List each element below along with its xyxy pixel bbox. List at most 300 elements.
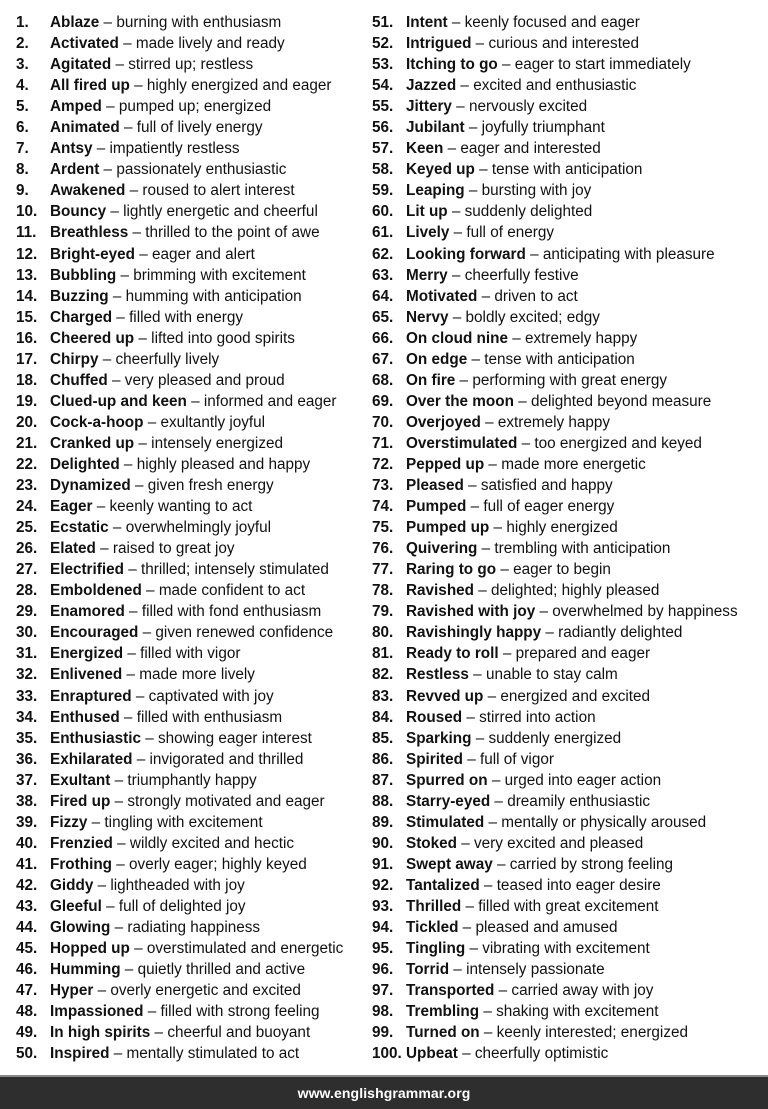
item-definition: stirred up; restless	[128, 56, 254, 74]
item-number: 68.	[372, 371, 394, 389]
list-item	[16, 349, 366, 370]
list-item	[372, 917, 764, 938]
item-definition: very pleased and proud	[124, 371, 285, 389]
item-number: 59.	[372, 182, 394, 200]
item-definition: tense with anticipation	[484, 350, 635, 368]
item-separator: –	[479, 876, 497, 894]
item-number: 30.	[16, 624, 38, 642]
item-definition: lightheaded with joy	[110, 876, 245, 894]
list-item	[16, 938, 366, 959]
item-number: 63.	[372, 266, 394, 284]
item-body	[406, 664, 618, 685]
list-item	[372, 33, 764, 54]
item-separator: –	[92, 140, 110, 158]
item-separator: –	[443, 140, 461, 158]
item-body	[406, 201, 592, 222]
list-item	[16, 475, 366, 496]
item-separator: –	[112, 308, 130, 326]
list-item	[16, 433, 366, 454]
item-definition: teased into eager desire	[496, 876, 661, 894]
item-number: 45.	[16, 940, 38, 958]
item-definition: filled with vigor	[140, 645, 241, 663]
item-number: 94.	[372, 919, 394, 937]
list-item	[16, 833, 366, 854]
item-separator: –	[474, 161, 492, 179]
list-item	[372, 159, 764, 180]
list-item	[16, 138, 366, 159]
item-definition: curious and interested	[488, 35, 639, 53]
item-term: Spurred on	[406, 771, 488, 789]
item-number: 86.	[372, 750, 394, 768]
item-definition: humming with anticipation	[125, 287, 302, 305]
item-body	[406, 117, 605, 138]
item-definition: radiating happiness	[127, 919, 261, 937]
item-number: 11.	[16, 224, 37, 242]
item-separator: –	[128, 224, 146, 242]
item-separator: –	[483, 687, 501, 705]
item-number: 67.	[372, 350, 394, 368]
item-separator: –	[535, 603, 553, 621]
item-term: Energized	[50, 645, 124, 663]
item-number: 76.	[372, 540, 394, 558]
list-item	[16, 33, 366, 54]
list-item	[16, 559, 366, 580]
item-separator: –	[449, 961, 467, 979]
item-definition: boldly excited; edgy	[465, 308, 600, 326]
item-term: Over the moon	[406, 392, 514, 410]
item-term: Ardent	[50, 161, 100, 179]
item-definition: captivated with joy	[148, 687, 274, 705]
item-number: 71.	[372, 434, 394, 452]
item-term: Ravished with joy	[406, 603, 536, 621]
list-item	[16, 517, 366, 538]
item-separator: –	[458, 919, 476, 937]
item-definition: full of energy	[466, 224, 554, 242]
list-item	[16, 707, 366, 728]
item-number: 90.	[372, 834, 394, 852]
item-term: Enthusiastic	[50, 729, 141, 747]
item-separator: –	[448, 308, 466, 326]
item-body	[50, 580, 305, 601]
item-body	[50, 412, 265, 433]
list-item	[16, 664, 366, 685]
item-body	[406, 812, 706, 833]
list-item	[372, 1001, 764, 1022]
item-number: 52.	[372, 35, 394, 53]
item-separator: –	[467, 350, 485, 368]
item-body	[406, 643, 650, 664]
item-number: 100.	[372, 1045, 402, 1063]
item-term: On fire	[406, 371, 456, 389]
item-number: 13.	[16, 266, 38, 284]
list-item	[372, 622, 764, 643]
item-definition: eager to begin	[513, 561, 611, 579]
item-body	[50, 159, 286, 180]
item-definition: intensely passionate	[466, 961, 605, 979]
item-separator: –	[507, 329, 525, 347]
item-body	[406, 328, 637, 349]
list-item	[16, 980, 366, 1001]
list-item	[16, 159, 366, 180]
item-body	[50, 791, 325, 812]
item-body	[406, 391, 711, 412]
item-body	[406, 854, 673, 875]
item-term: Sparking	[406, 729, 472, 747]
item-term: Ravished	[406, 582, 475, 600]
item-number: 79.	[372, 603, 394, 621]
item-definition: informed and eager	[203, 392, 337, 410]
item-separator: –	[119, 455, 137, 473]
item-number: 66.	[372, 329, 394, 347]
item-body	[50, 854, 307, 875]
item-number: 5.	[16, 98, 29, 116]
item-number: 44.	[16, 919, 38, 937]
item-separator: –	[474, 582, 492, 600]
item-number: 80.	[372, 624, 394, 642]
item-term: Enthused	[50, 708, 120, 726]
item-body	[406, 791, 650, 812]
item-definition: quietly thrilled and active	[137, 961, 306, 979]
item-term: Elated	[50, 540, 96, 558]
item-definition: raised to great joy	[112, 540, 235, 558]
list-item	[16, 896, 366, 917]
item-separator: –	[487, 771, 505, 789]
list-item	[372, 391, 764, 412]
list-item	[372, 180, 764, 201]
item-definition: dreamily enthusiastic	[507, 792, 651, 810]
item-term: Amped	[50, 98, 102, 116]
item-body	[50, 328, 295, 349]
item-term: Intent	[406, 14, 448, 31]
item-separator: –	[141, 582, 159, 600]
item-separator: –	[513, 392, 531, 410]
list-item	[372, 307, 764, 328]
item-body	[50, 433, 283, 454]
list-item	[372, 244, 764, 265]
list-item	[16, 875, 366, 896]
item-separator: –	[119, 708, 137, 726]
item-definition: pleased and amused	[475, 919, 618, 937]
item-term: Chirpy	[50, 350, 99, 368]
item-body	[406, 286, 578, 307]
item-term: Hyper	[50, 982, 94, 1000]
item-body	[50, 643, 240, 664]
item-separator: –	[449, 224, 467, 242]
item-term: Antsy	[50, 140, 93, 158]
item-definition: carried away with joy	[511, 982, 654, 1000]
item-term: Overjoyed	[406, 413, 481, 431]
item-body	[406, 980, 653, 1001]
item-definition: bursting with joy	[481, 182, 592, 200]
item-body	[50, 33, 285, 54]
item-separator: –	[455, 371, 473, 389]
item-term: Jittery	[406, 98, 452, 116]
item-separator: –	[108, 287, 126, 305]
item-body	[406, 222, 554, 243]
list-item	[16, 749, 366, 770]
item-separator: –	[463, 477, 481, 495]
item-definition: stirred into action	[479, 708, 596, 726]
item-body	[50, 917, 260, 938]
item-term: Merry	[406, 266, 448, 284]
item-term: Looking forward	[406, 245, 526, 263]
item-body	[50, 349, 219, 370]
list-item	[372, 138, 764, 159]
item-separator: –	[468, 666, 486, 684]
item-number: 35.	[16, 729, 38, 747]
item-body	[406, 12, 640, 33]
list-item	[16, 222, 366, 243]
item-separator: –	[110, 919, 128, 937]
item-separator: –	[480, 413, 498, 431]
item-number: 55.	[372, 98, 394, 116]
word-list-column-right	[372, 12, 764, 1064]
item-body	[50, 538, 235, 559]
item-definition: made confident to act	[158, 582, 306, 600]
list-item	[16, 391, 366, 412]
item-term: Lively	[406, 224, 450, 242]
item-body	[406, 496, 614, 517]
list-item	[16, 538, 366, 559]
item-number: 81.	[372, 645, 394, 663]
item-definition: anticipating with pleasure	[542, 245, 715, 263]
list-item	[372, 328, 764, 349]
list-item	[16, 580, 366, 601]
item-number: 26.	[16, 540, 38, 558]
item-definition: full of delighted joy	[118, 897, 246, 915]
list-item	[16, 370, 366, 391]
item-body	[50, 138, 240, 159]
item-number: 37.	[16, 771, 38, 789]
item-separator: –	[541, 624, 559, 642]
item-definition: made more energetic	[501, 455, 646, 473]
item-number: 9.	[16, 182, 29, 200]
footer-bar	[0, 1075, 768, 1109]
list-item	[16, 412, 366, 433]
item-number: 72.	[372, 455, 394, 473]
item-body	[50, 244, 255, 265]
list-item	[372, 370, 764, 391]
item-number: 3.	[16, 56, 29, 74]
item-definition: satisfied and happy	[480, 477, 613, 495]
item-term: Quivering	[406, 540, 478, 558]
item-term: Inspired	[50, 1045, 110, 1063]
list-item	[372, 412, 764, 433]
item-number: 21.	[16, 434, 38, 452]
item-body	[406, 349, 635, 370]
item-separator: –	[471, 729, 489, 747]
item-body	[50, 54, 253, 75]
item-separator: –	[143, 1003, 161, 1021]
item-number: 33.	[16, 687, 38, 705]
item-separator: –	[106, 203, 124, 221]
item-term: Cheered up	[50, 329, 135, 347]
item-term: Humming	[50, 961, 121, 979]
item-body	[406, 159, 642, 180]
item-separator: –	[464, 182, 482, 200]
item-term: Electrified	[50, 561, 124, 579]
item-definition: overstimulated and energetic	[146, 940, 344, 958]
item-number: 31.	[16, 645, 38, 663]
item-body	[406, 75, 636, 96]
item-term: Glowing	[50, 919, 111, 937]
item-definition: filled with energy	[129, 308, 243, 326]
item-body	[406, 833, 643, 854]
item-body	[50, 770, 257, 791]
item-number: 92.	[372, 876, 394, 894]
item-body	[406, 54, 691, 75]
item-body	[50, 475, 274, 496]
item-body	[50, 728, 312, 749]
item-separator: –	[465, 940, 483, 958]
item-term: Pepped up	[406, 455, 485, 473]
item-separator: –	[447, 203, 465, 221]
item-separator: –	[87, 813, 105, 831]
item-definition: eager and alert	[152, 245, 255, 263]
item-separator: –	[466, 498, 484, 516]
item-number: 56.	[372, 119, 394, 137]
item-definition: overwhelmingly joyful	[125, 519, 272, 537]
item-number: 54.	[372, 77, 394, 95]
item-separator: –	[95, 540, 113, 558]
item-separator: –	[134, 329, 152, 347]
item-body	[406, 538, 670, 559]
list-item	[372, 812, 764, 833]
item-separator: –	[484, 813, 502, 831]
item-number: 58.	[372, 161, 394, 179]
item-number: 53.	[372, 56, 394, 74]
item-separator: –	[116, 266, 134, 284]
footer-website: www.englishgrammar.org	[297, 1085, 471, 1101]
list-item	[16, 328, 366, 349]
item-separator: –	[135, 245, 153, 263]
item-definition: wildly excited and hectic	[129, 834, 295, 852]
item-definition: overly energetic and excited	[110, 982, 301, 1000]
item-definition: showing eager interest	[157, 729, 312, 747]
list-item	[16, 286, 366, 307]
item-number: 43.	[16, 897, 38, 915]
item-definition: made lively and ready	[135, 35, 285, 53]
item-term: Turned on	[406, 1024, 480, 1042]
item-separator: –	[108, 519, 126, 537]
item-separator: –	[497, 56, 515, 74]
item-body	[406, 475, 613, 496]
item-term: Itching to go	[406, 56, 498, 74]
item-number: 18.	[16, 371, 38, 389]
item-separator: –	[143, 413, 161, 431]
item-number: 38.	[16, 792, 38, 810]
list-item	[372, 117, 764, 138]
item-term: Lit up	[406, 203, 448, 221]
item-definition: excited and enthusiastic	[473, 77, 637, 95]
item-term: Ecstatic	[50, 519, 109, 537]
list-item	[372, 580, 764, 601]
list-item	[16, 643, 366, 664]
item-number: 42.	[16, 876, 38, 894]
item-body	[50, 707, 282, 728]
item-body	[50, 496, 252, 517]
item-term: Awakened	[50, 182, 126, 200]
item-definition: pumped up; energized	[118, 98, 272, 116]
item-term: Delighted	[50, 455, 120, 473]
item-term: Buzzing	[50, 287, 109, 305]
item-definition: made more lively	[139, 666, 255, 684]
item-separator: –	[124, 603, 142, 621]
item-term: Keyed up	[406, 161, 475, 179]
item-term: Bouncy	[50, 203, 107, 221]
item-term: Tantalized	[406, 876, 480, 894]
item-term: Animated	[50, 119, 120, 137]
list-item	[372, 75, 764, 96]
item-term: Swept away	[406, 855, 493, 873]
item-term: Exhilarated	[50, 750, 133, 768]
list-item	[372, 664, 764, 685]
item-separator: –	[131, 687, 149, 705]
item-separator: –	[125, 182, 143, 200]
item-number: 64.	[372, 287, 394, 305]
item-number: 83.	[372, 687, 394, 705]
item-number: 95.	[372, 940, 394, 958]
item-number: 41.	[16, 855, 38, 873]
item-definition: eager to start immediately	[514, 56, 691, 74]
item-number: 29.	[16, 603, 38, 621]
item-body	[50, 75, 331, 96]
item-definition: cheerfully festive	[464, 266, 579, 284]
item-body	[406, 917, 617, 938]
item-term: Fizzy	[50, 813, 88, 831]
item-definition: invigorated and thrilled	[149, 750, 304, 768]
item-body	[406, 770, 661, 791]
item-body	[50, 938, 343, 959]
item-definition: vibrating with excitement	[482, 940, 650, 958]
item-definition: tingling with excitement	[104, 813, 263, 831]
item-definition: exultantly joyful	[160, 413, 266, 431]
item-number: 88.	[372, 792, 394, 810]
item-separator: –	[492, 855, 510, 873]
item-term: Breathless	[50, 224, 129, 242]
item-separator: –	[93, 876, 111, 894]
item-definition: urged into eager action	[504, 771, 662, 789]
list-item	[16, 307, 366, 328]
item-body	[50, 559, 329, 580]
list-item	[16, 622, 366, 643]
item-definition: lightly energetic and cheerful	[123, 203, 318, 221]
item-number: 70.	[372, 413, 394, 431]
item-body	[50, 222, 320, 243]
item-definition: overly eager; highly keyed	[129, 855, 307, 873]
item-separator: –	[461, 897, 479, 915]
item-body	[50, 959, 305, 980]
item-term: Charged	[50, 308, 113, 326]
item-number: 24.	[16, 498, 38, 516]
item-body	[406, 707, 596, 728]
item-definition: mentally or physically aroused	[501, 813, 707, 831]
item-term: Activated	[50, 35, 119, 53]
list-item	[16, 770, 366, 791]
item-definition: extremely happy	[525, 329, 638, 347]
item-separator: –	[93, 982, 111, 1000]
item-number: 99.	[372, 1024, 394, 1042]
item-body	[406, 412, 610, 433]
item-separator: –	[186, 392, 204, 410]
item-separator: –	[457, 834, 475, 852]
item-body	[50, 896, 246, 917]
item-term: Encouraged	[50, 624, 139, 642]
item-definition: filled with enthusiasm	[136, 708, 283, 726]
item-definition: shaking with excitement	[496, 1003, 659, 1021]
item-body	[50, 875, 245, 896]
list-item	[372, 496, 764, 517]
